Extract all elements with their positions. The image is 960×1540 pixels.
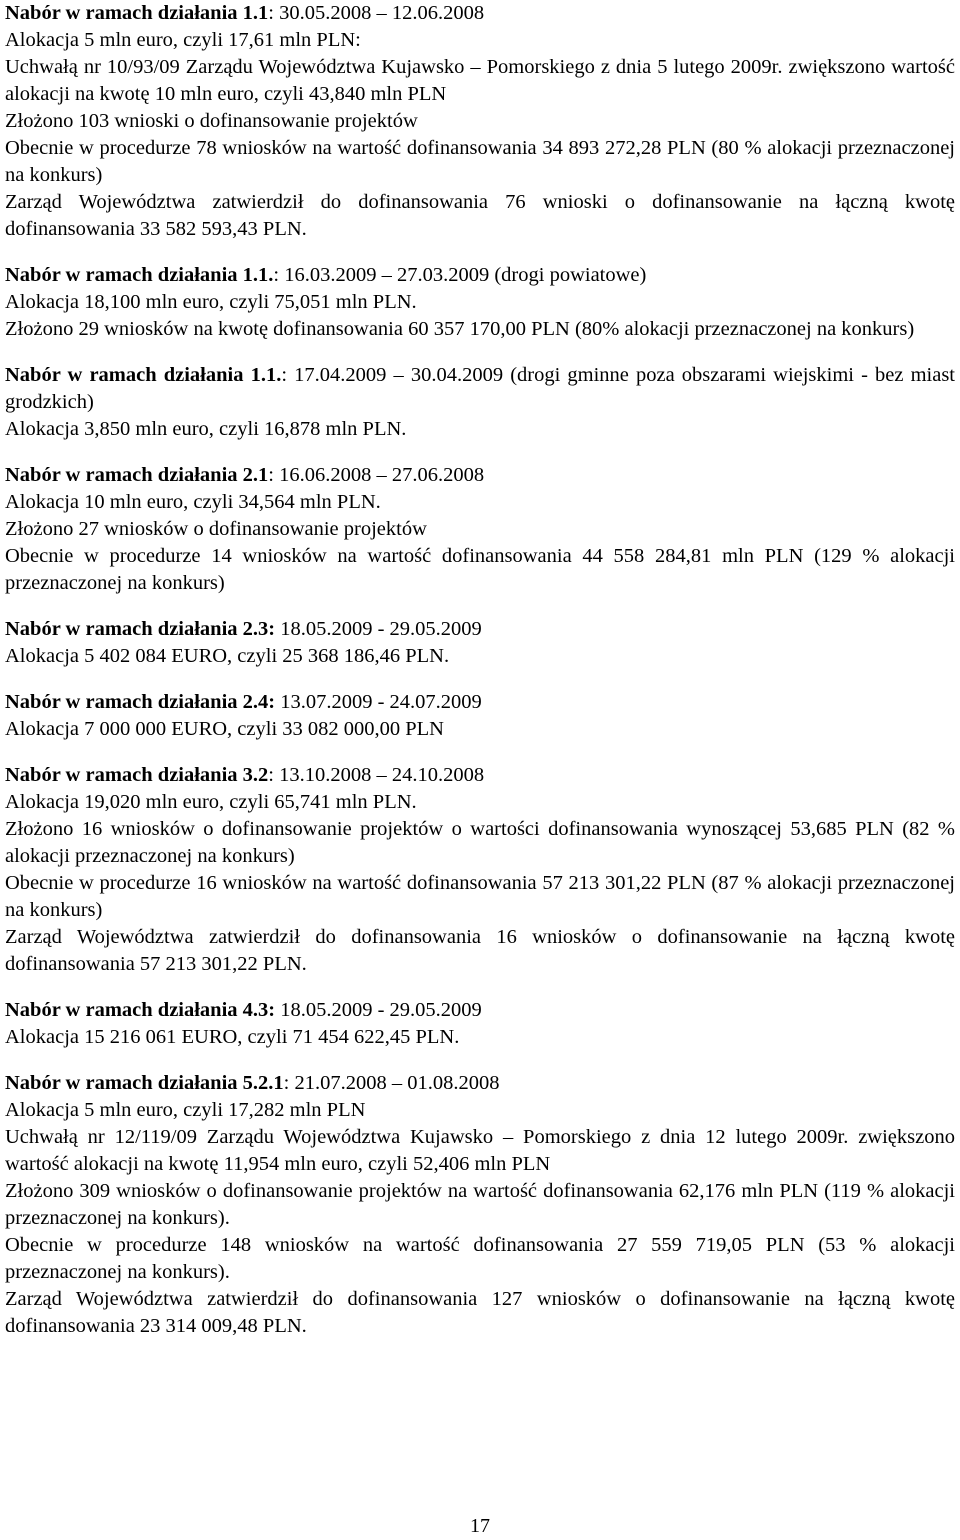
- heading-bold: Nabór w ramach działania 2.1: [5, 464, 269, 486]
- section-2-1: [5, 462, 955, 597]
- section-2-4: [5, 689, 955, 743]
- paragraph-line: Obecnie w procedurze 14 wniosków na wartość dofinansowania 44 558 284,81 mln PLN (129 % alokacji przeznaczonej na konkurs): [5, 545, 955, 594]
- page-number: 17: [470, 1515, 490, 1537]
- section-4-3: [5, 997, 955, 1051]
- heading-dates: : 17.04.2009 – 30.04.2009 (drogi gminne poza obszarami wiejskimi - bez miast grodzkich): [5, 364, 955, 413]
- paragraph-line: Obecnie w procedurze 148 wniosków na wartość dofinansowania 27 559 719,05 PLN (53 % alokacji przeznaczonej na konkurs).: [5, 1234, 955, 1283]
- paragraph-line: Złożono 16 wniosków o dofinansowanie projektów o wartości dofinansowania wynoszącej 53,685 PLN (82 % alokacji przeznaczonej na konkurs): [5, 818, 955, 867]
- paragraph-line: Złożono 309 wniosków o dofinansowanie projektów na wartość dofinansowania 62,176 mln PLN (119 % alokacji przeznaczonej na konkurs).: [5, 1180, 955, 1229]
- section-2-3: [5, 616, 955, 670]
- section-heading: [5, 762, 955, 789]
- section-3-2: [5, 762, 955, 978]
- paragraph-line: Uchwałą nr 10/93/09 Zarządu Województwa Kujawsko – Pomorskiego z dnia 5 lutego 2009r. zwiększono wartość alokacji na kwotę 10 mln euro, czyli 43,840 mln PLN: [5, 56, 955, 105]
- heading-dates: : 13.10.2008 – 24.10.2008: [268, 764, 485, 786]
- document-page: [5, 0, 955, 1340]
- section-heading: [5, 362, 955, 416]
- heading-dates: 18.05.2009 - 29.05.2009: [275, 618, 482, 640]
- section-heading: [5, 0, 955, 27]
- section-heading: [5, 262, 955, 289]
- heading-dates: 13.07.2009 - 24.07.2009: [275, 691, 482, 713]
- section-heading: [5, 616, 955, 643]
- section-1-1-gminne: [5, 362, 955, 443]
- paragraph-line: Alokacja 7 000 000 EURO, czyli 33 082 000,00 PLN: [5, 718, 444, 740]
- section-5-2-1: [5, 1070, 955, 1340]
- heading-bold: Nabór w ramach działania 2.4:: [5, 691, 276, 713]
- paragraph-line: Złożono 103 wnioski o dofinansowanie projektów: [5, 110, 418, 132]
- heading-dates: : 30.05.2008 – 12.06.2008: [268, 2, 485, 24]
- paragraph-line: Obecnie w procedurze 16 wniosków na wartość dofinansowania 57 213 301,22 PLN (87 % alokacji przeznaczonej na konkurs): [5, 872, 955, 921]
- section-heading: [5, 462, 955, 489]
- paragraph-line: Alokacja 15 216 061 EURO, czyli 71 454 622,45 PLN.: [5, 1026, 460, 1048]
- heading-bold: Nabór w ramach działania 4.3:: [5, 999, 276, 1021]
- heading-bold: Nabór w ramach działania 2.3:: [5, 618, 276, 640]
- section-heading: [5, 997, 955, 1024]
- section-heading: [5, 689, 955, 716]
- paragraph-line: Uchwałą nr 12/119/09 Zarządu Województwa Kujawsko – Pomorskiego z dnia 12 lutego 2009r. zwiększono wartość alokacji na kwotę 11,954 mln euro, czyli 52,406 mln PLN: [5, 1126, 955, 1175]
- heading-bold: Nabór w ramach działania 1.1: [5, 2, 269, 24]
- heading-dates: 18.05.2009 - 29.05.2009: [275, 999, 482, 1021]
- section-1-1-powiatowe: [5, 262, 955, 343]
- paragraph-line: Alokacja 10 mln euro, czyli 34,564 mln PLN.: [5, 491, 381, 513]
- paragraph-line: Alokacja 5 402 084 EURO, czyli 25 368 186,46 PLN.: [5, 645, 450, 667]
- paragraph-line: Zarząd Województwa zatwierdził do dofinansowania 127 wniosków o dofinansowanie na łączną kwotę dofinansowania 23 314 009,48 PLN.: [5, 1288, 955, 1337]
- heading-dates: : 21.07.2008 – 01.08.2008: [283, 1072, 500, 1094]
- paragraph-line: Alokacja 18,100 mln euro, czyli 75,051 mln PLN.: [5, 291, 417, 313]
- section-heading: [5, 1070, 955, 1097]
- paragraph-line: Alokacja 3,850 mln euro, czyli 16,878 mln PLN.: [5, 418, 407, 440]
- heading-dates: : 16.06.2008 – 27.06.2008: [268, 464, 485, 486]
- heading-bold: Nabór w ramach działania 1.1.: [5, 264, 274, 286]
- paragraph-line: Złożono 29 wniosków na kwotę dofinansowania 60 357 170,00 PLN (80% alokacji przeznaczonej na konkurs): [5, 318, 915, 340]
- heading-bold: Nabór w ramach działania 5.2.1: [5, 1072, 284, 1094]
- section-1-1-2008: [5, 0, 955, 243]
- paragraph-line: Zarząd Województwa zatwierdził do dofinansowania 76 wnioski o dofinansowanie na łączną kwotę dofinansowania 33 582 593,43 PLN.: [5, 191, 955, 240]
- paragraph-line: Obecnie w procedurze 78 wniosków na wartość dofinansowania 34 893 272,28 PLN (80 % alokacji przeznaczonej na konkurs): [5, 137, 955, 186]
- heading-bold: Nabór w ramach działania 3.2: [5, 764, 269, 786]
- heading-bold: Nabór w ramach działania 1.1.: [5, 364, 282, 386]
- paragraph-line: Alokacja 5 mln euro, czyli 17,61 mln PLN:: [5, 29, 361, 51]
- paragraph-line: Złożono 27 wniosków o dofinansowanie projektów: [5, 518, 427, 540]
- paragraph-line: Alokacja 5 mln euro, czyli 17,282 mln PLN: [5, 1099, 366, 1121]
- paragraph-line: Alokacja 19,020 mln euro, czyli 65,741 mln PLN.: [5, 791, 417, 813]
- paragraph-line: Zarząd Województwa zatwierdził do dofinansowania 16 wniosków o dofinansowanie na łączną kwotę dofinansowania 57 213 301,22 PLN.: [5, 926, 955, 975]
- heading-dates: : 16.03.2009 – 27.03.2009 (drogi powiatowe): [273, 264, 647, 286]
